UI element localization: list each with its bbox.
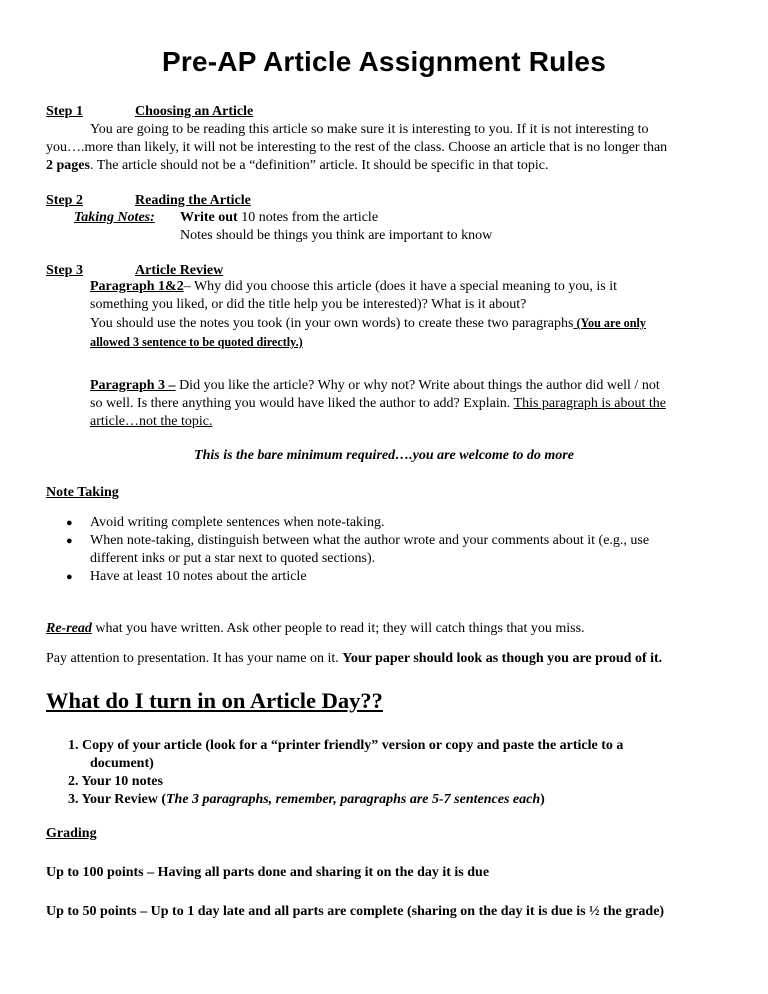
note-taking-heading: Note Taking [46, 485, 119, 500]
turn-in-item1-line1: 1. Copy of your article (look for a “printer friendly” version or copy and paste the article to a [68, 738, 624, 753]
note-bullet-2-line2: different inks or put a star next to quoted sections). [90, 551, 376, 566]
grading-heading: Grading [46, 826, 97, 841]
paragraph3-line2 [90, 395, 666, 413]
paragraph3-text1: Did you like the article? Why or why not? Write about things the author did well / not [175, 378, 660, 393]
note-bullet-3: Have at least 10 notes about the article [90, 569, 307, 584]
bullet-icon: ● [66, 517, 73, 529]
turn-in-item3-italic: The 3 paragraphs, remember, paragraphs are 5-7 sentences each [166, 792, 541, 807]
turn-in-item3-b: ) [540, 792, 545, 807]
write-out: Write out [180, 210, 238, 225]
paragraph12-line2: something you liked, or did the title help you be interested)? What is it about? [90, 297, 527, 312]
turn-in-item2: 2. Your 10 notes [68, 774, 163, 789]
paragraph12-line1 [90, 278, 617, 296]
step3-heading: Article Review [135, 263, 224, 278]
presentation-text: Pay attention to presentation. It has your name on it. [46, 651, 343, 666]
turn-in-heading: What do I turn in on Article Day?? [46, 688, 383, 713]
page-title: Pre-AP Article Assignment Rules [162, 46, 606, 77]
step2-label: Step 2 [46, 193, 83, 208]
paragraph3-line3: article…not the topic. [90, 414, 213, 429]
step1-line3-rest: . The article should not be a “definition” article. It should be specific in that topic. [89, 158, 549, 173]
taking-notes-label: Taking Notes: [74, 210, 155, 225]
paragraph12-text3: You should use the notes you took (in your own words) to create these two paragraphs [90, 316, 574, 331]
bullet-icon: ● [66, 571, 73, 583]
turn-in-item1-line2: document) [90, 756, 154, 771]
turn-in-item3 [68, 791, 545, 809]
bullet-icon: ● [66, 535, 73, 547]
presentation-bold: Your paper should look as though you are proud of it. [342, 651, 663, 666]
quote-limit-note: (You are only [573, 316, 647, 330]
step2-line2: Notes should be things you think are important to know [180, 228, 493, 243]
step1-label: Step 1 [46, 104, 83, 119]
step2-heading: Reading the Article [135, 193, 251, 208]
turn-in-item3-a: 3. Your Review ( [68, 792, 166, 807]
step1-heading: Choosing an Article [135, 104, 254, 119]
presentation-line [46, 650, 662, 668]
minimum-note: This is the bare minimum required….you are welcome to do more [194, 448, 574, 463]
paragraph12-line3 [90, 314, 646, 333]
note-bullet-1: Avoid writing complete sentences when note-taking. [90, 515, 385, 530]
paragraph12-label: Paragraph 1&2 [90, 279, 184, 294]
paragraph3-line1 [90, 377, 660, 395]
write-out-rest: 10 notes from the article [237, 210, 379, 225]
step3-label: Step 3 [46, 263, 83, 278]
step1-line3 [46, 157, 548, 175]
paragraph3-focus: This paragraph is about the [513, 396, 666, 411]
grading-line-50: Up to 50 points – Up to 1 day late and all parts are complete (sharing on the day it is due is ½ the grade) [46, 904, 665, 919]
step1-line1: You are going to be reading this article so make sure it is interesting to you. If it is not interesting to [90, 122, 649, 137]
quote-limit-note-2: allowed 3 sentence to be quoted directly.) [90, 335, 303, 349]
paragraph12-text1: – Why did you choose this article (does it have a special meaning to you, is it [183, 279, 617, 294]
page-limit: 2 pages [46, 158, 90, 173]
reread-label: Re-read [46, 621, 92, 636]
step2-write-line [180, 209, 378, 227]
paragraph3-label: Paragraph 3 – [90, 378, 176, 393]
note-bullet-2-line1: When note-taking, distinguish between what the author wrote and your comments about it (e.g., use [90, 533, 650, 548]
reread-text: what you have written. Ask other people to read it; they will catch things that you miss. [91, 621, 585, 636]
step1-line2: you….more than likely, it will not be interesting to the rest of the class. Choose an article that is no longer than [46, 140, 668, 155]
reread-line [46, 620, 585, 638]
grading-line-100: Up to 100 points – Having all parts done and sharing it on the day it is due [46, 865, 490, 880]
paragraph3-text2: so well. Is there anything you would have liked the author to add? Explain. [90, 396, 514, 411]
